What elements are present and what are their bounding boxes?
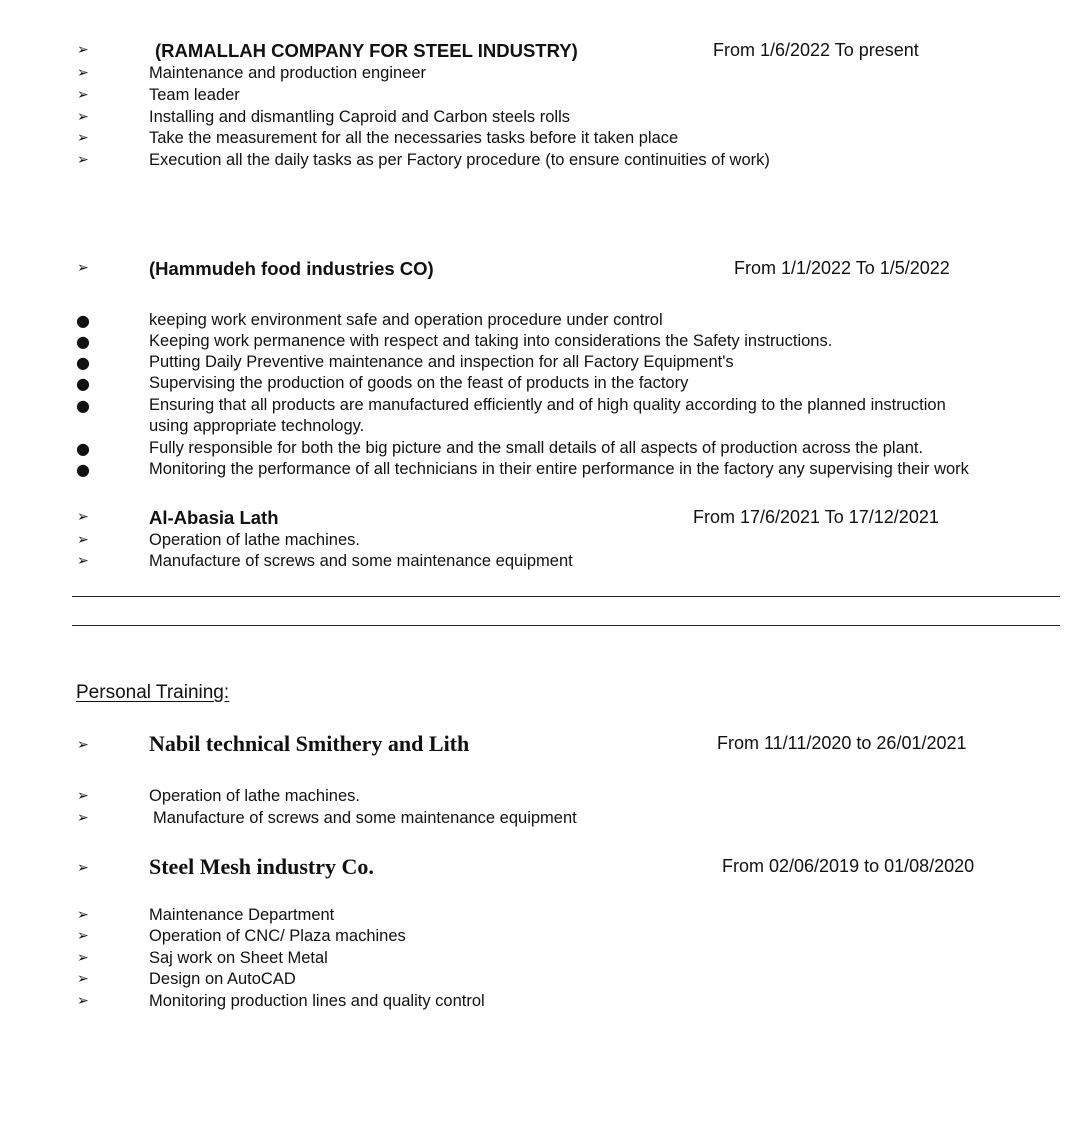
arrow-bullet-icon: ➢ bbox=[77, 553, 89, 569]
company-name: (Hammudeh food industries CO) bbox=[149, 258, 434, 279]
list-item-text: Fully responsible for both the big picture and the small details of all aspects of production across the plant. bbox=[149, 439, 924, 457]
arrow-bullet-icon: ➢ bbox=[77, 993, 89, 1009]
training-date: From 11/11/2020 to 26/01/2021 bbox=[717, 733, 967, 753]
arrow-bullet-icon: ➢ bbox=[77, 509, 89, 525]
list-item-text: Supervising the production of goods on the feast of products in the factory bbox=[149, 374, 689, 392]
arrow-bullet-icon: ➢ bbox=[77, 130, 89, 146]
dot-bullet-icon: ● bbox=[76, 311, 90, 330]
company-name: (RAMALLAH COMPANY FOR STEEL INDUSTRY) bbox=[155, 40, 578, 61]
list-item-text: Putting Daily Preventive maintenance and inspection for all Factory Equipment's bbox=[149, 353, 734, 371]
arrow-bullet-icon: ➢ bbox=[77, 950, 89, 966]
list-item-text: Keeping work permanence with respect and taking into considerations the Safety instructions. bbox=[149, 332, 833, 350]
company-name: Al-Abasia Lath bbox=[149, 507, 279, 528]
list-item-text: Maintenance and production engineer bbox=[149, 64, 427, 82]
list-item-text: Monitoring the performance of all technicians in their entire performance in the factory any supervising their work bbox=[149, 460, 969, 478]
divider bbox=[72, 625, 1060, 626]
list-item-text: Installing and dismantling Caproid and Carbon steels rolls bbox=[149, 108, 570, 126]
employment-date: From 1/1/2022 To 1/5/2022 bbox=[734, 258, 950, 278]
employment-date: From 1/6/2022 To present bbox=[713, 40, 919, 60]
list-item-text: Saj work on Sheet Metal bbox=[149, 949, 328, 967]
dot-bullet-icon: ● bbox=[76, 332, 90, 351]
list-item-text: keeping work environment safe and operation procedure under control bbox=[149, 311, 663, 329]
arrow-bullet-icon: ➢ bbox=[77, 42, 89, 58]
arrow-bullet-icon: ➢ bbox=[77, 860, 89, 876]
employment-date: From 17/6/2021 To 17/12/2021 bbox=[693, 507, 939, 527]
arrow-bullet-icon: ➢ bbox=[77, 532, 89, 548]
company-name: Steel Mesh industry Co. bbox=[149, 854, 374, 879]
arrow-bullet-icon: ➢ bbox=[77, 928, 89, 944]
arrow-bullet-icon: ➢ bbox=[77, 737, 89, 753]
list-item-text: Operation of CNC/ Plaza machines bbox=[149, 927, 406, 945]
arrow-bullet-icon: ➢ bbox=[77, 907, 89, 923]
list-item-text: Operation of lathe machines. bbox=[149, 531, 360, 549]
list-item-text: Team leader bbox=[149, 86, 240, 104]
list-item-text: using appropriate technology. bbox=[149, 417, 365, 435]
training-date: From 02/06/2019 to 01/08/2020 bbox=[722, 856, 975, 876]
dot-bullet-icon: ● bbox=[76, 374, 90, 393]
arrow-bullet-icon: ➢ bbox=[77, 971, 89, 987]
list-item-text: Manufacture of screws and some maintenance equipment bbox=[149, 552, 573, 570]
arrow-bullet-icon: ➢ bbox=[77, 152, 89, 168]
divider bbox=[72, 596, 1060, 597]
list-item-text: Manufacture of screws and some maintenance equipment bbox=[153, 809, 577, 827]
arrow-bullet-icon: ➢ bbox=[77, 87, 89, 103]
dot-bullet-icon: ● bbox=[76, 353, 90, 372]
arrow-bullet-icon: ➢ bbox=[77, 788, 89, 804]
dot-bullet-icon: ● bbox=[76, 439, 90, 458]
list-item-text: Execution all the daily tasks as per Factory procedure (to ensure continuities of work) bbox=[149, 151, 770, 169]
list-item-text: Design on AutoCAD bbox=[149, 970, 296, 988]
section-heading: Personal Training: bbox=[76, 682, 230, 703]
dot-bullet-icon: ● bbox=[76, 460, 90, 479]
arrow-bullet-icon: ➢ bbox=[77, 260, 89, 276]
dot-bullet-icon: ● bbox=[76, 396, 90, 415]
list-item-text: Ensuring that all products are manufactured efficiently and of high quality according to the planned instruction bbox=[149, 396, 946, 414]
arrow-bullet-icon: ➢ bbox=[77, 65, 89, 81]
list-item-text: Take the measurement for all the necessaries tasks before it taken place bbox=[149, 129, 679, 147]
list-item-text: Maintenance Department bbox=[149, 906, 335, 924]
arrow-bullet-icon: ➢ bbox=[77, 109, 89, 125]
arrow-bullet-icon: ➢ bbox=[77, 810, 89, 826]
list-item-text: Operation of lathe machines. bbox=[149, 787, 360, 805]
list-item-text: Monitoring production lines and quality control bbox=[149, 992, 485, 1010]
company-name: Nabil technical Smithery and Lith bbox=[149, 731, 470, 756]
